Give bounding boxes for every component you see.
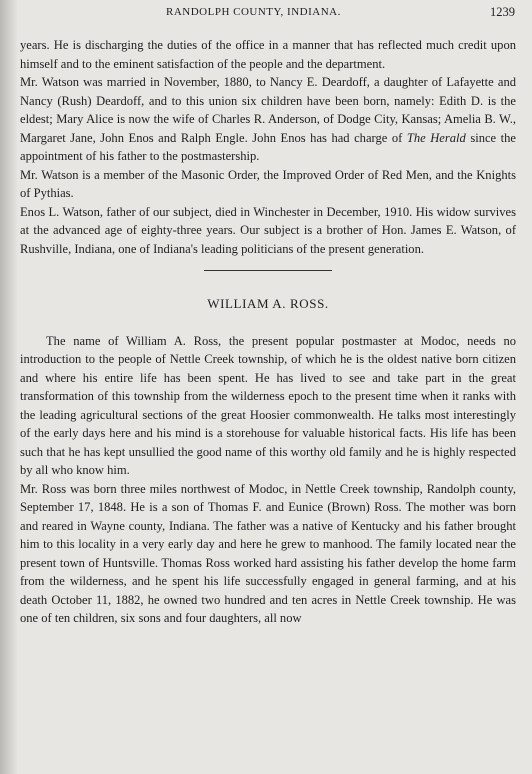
page-body (20, 36, 516, 628)
section-divider (204, 270, 332, 271)
paragraph-marriage-text: Mr. Watson was married in November, 1880, to Nancy E. Deardoff, a daughter of Lafayette and Nancy (Rush) Deardoff, and to this union six children have been born, namely: Edith D. is the eldest; Mary Alice is now the wife of Charles R. Anderson, of Dodge City, Kansas; Amelia B. W., Margaret Jane, John Enos and Ralph Engle. John Enos has had charge of (20, 75, 516, 145)
paragraph-intro: The name of William A. Ross, the present popular postmaster at Modoc, needs no introduction to the people of Nettle Creek township, of which he is the oldest native born citizen and where his entire life has been spent. He has lived to see and take part in the great transformation of this township from the wilderness epoch to the present time when it ranks with the leading agricultural sections of the great Hoosier commonwealth. He talks most interestingly of the early days here and his mind is a storehouse for valuable historical facts. His life has been such that he has kept unsullied the good name of this worthy old family and he is highly respected by all who know him. (20, 333, 516, 477)
paragraph-marriage (20, 73, 516, 166)
paragraph-membership: Mr. Watson is a member of the Masonic Order, the Improved Order of Red Men, and the Knights of Pythias. (20, 167, 516, 200)
paragraph-birth: Mr. Ross was born three miles northwest of Modoc, in Nettle Creek township, Randolph county, September 17, 1848. He is a son of Thomas F. and Eunice (Brown) Ross. The mother was born and reared in Wayne county, Indiana. The father was a native of Kentucky and his father brought him to this locality in a very early day and here he grew to manhood. The family located near the present town of Huntsville. Thomas Ross worked hard assisting his father develop the home farm from the wilderness, and he spent his life successfully engaged in general farming, and at his death October 11, 1882, he owned two hundred and ten acres in Nettle Creek township. He was one of ten children, six sons and four daughters, all now (20, 481, 516, 625)
paragraph-continued: years. He is discharging the duties of the office in a manner that has reflected much credit upon himself and to the eminent satisfaction of the people and the department. (20, 38, 516, 71)
section-heading: WILLIAM A. ROSS. (207, 296, 329, 311)
paragraph-father: Enos L. Watson, father of our subject, died in Winchester in December, 1910. His widow survives at the advanced age of eighty-three years. Our subject is a brother of Hon. James E. Watson, of Rushville, Indiana, one of Indiana's leading politicians of the present generation. (20, 204, 516, 256)
page-number: 1239 (490, 5, 515, 19)
running-head: RANDOLPH COUNTY, INDIANA. (166, 6, 341, 18)
paragraph-marriage-end: since the appointment of his father to the postmastership. (20, 130, 516, 163)
newspaper-title: The Herald (406, 130, 466, 145)
